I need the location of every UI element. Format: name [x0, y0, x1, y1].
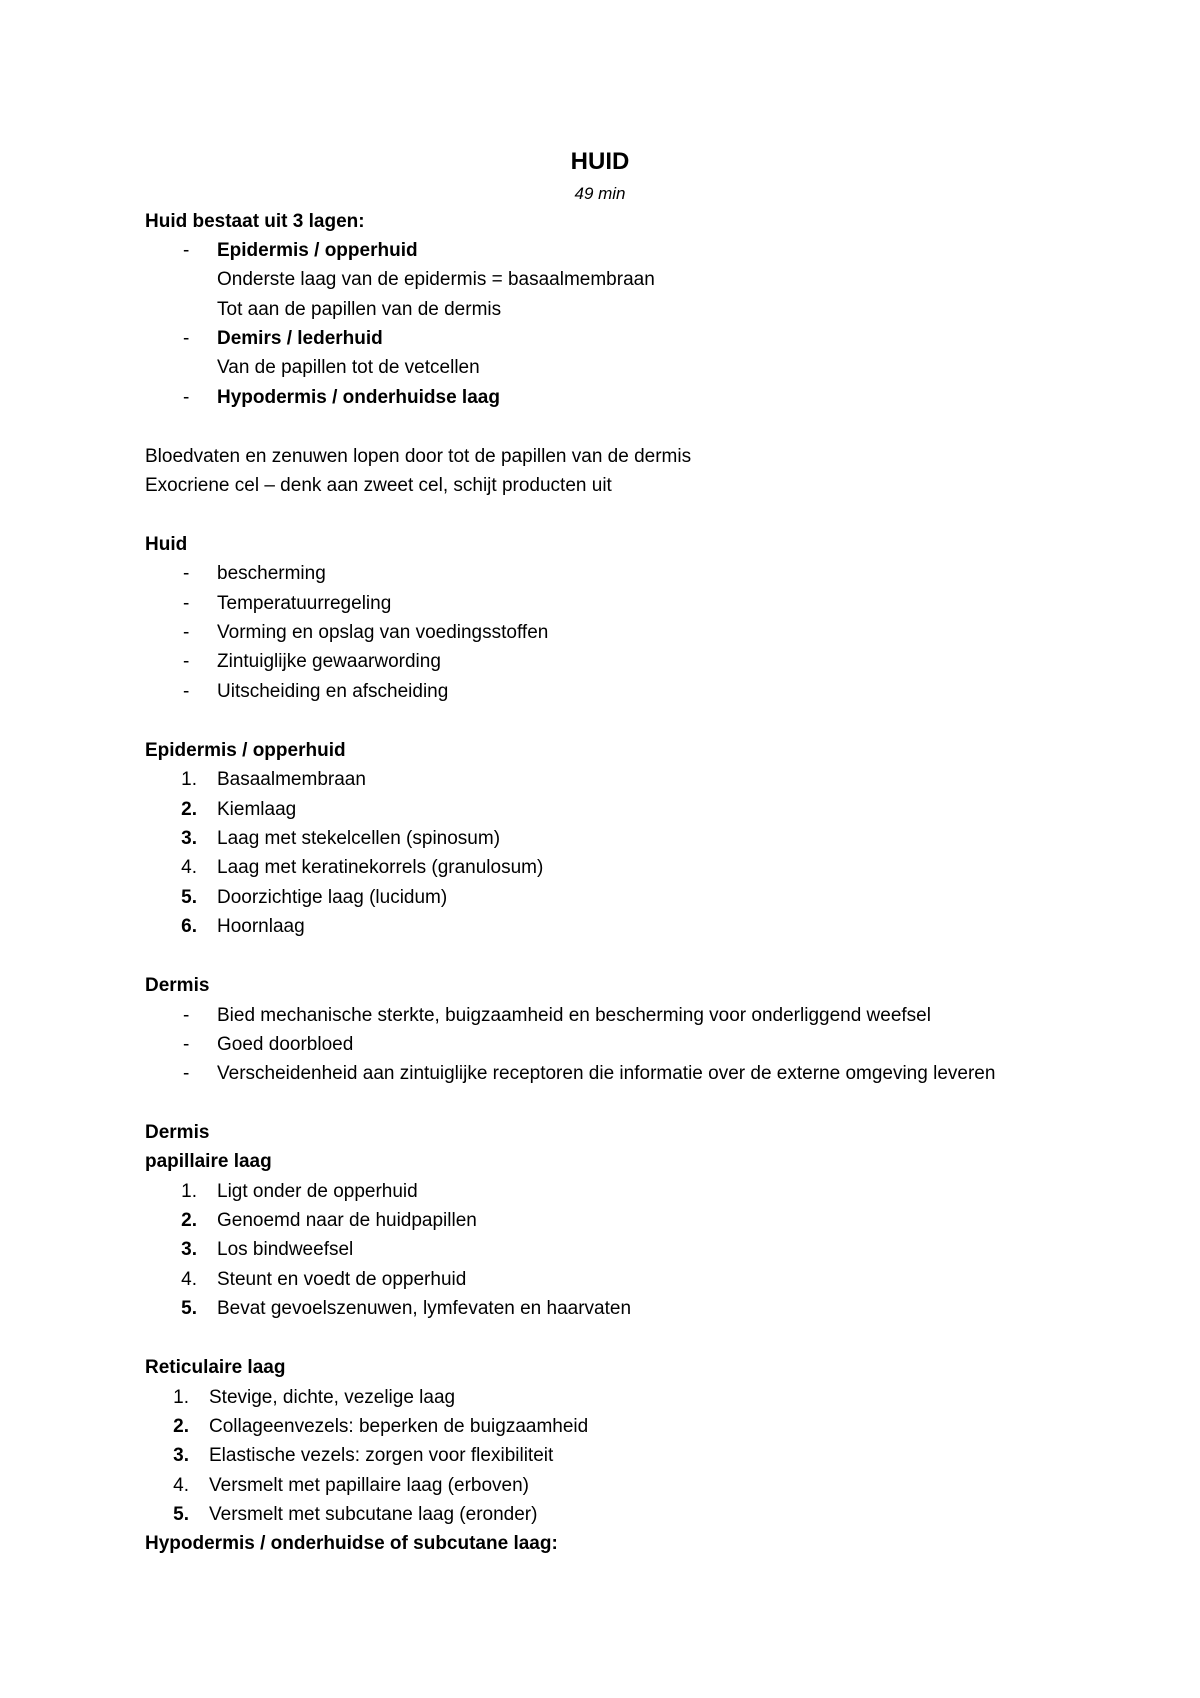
duration-subtitle: 49 min: [574, 184, 626, 203]
page-title: HUID: [570, 148, 630, 175]
document-page: HUID 49 min Huid bestaat uit 3 lagen: - Epidermis / opperhuid Onderste laag van de epidermis = basaalmembraan Tot aan de papillen van de dermis - Demirs / lederhuid Van de papillen tot de vetcellen - Hypodermis / onderhuidse laag Bloedvaten en zenuwen lopen door tot de papillen van de dermis Exocriene cel – denk aan zweet cel, schijt producten uit Huid - bescherming - Temperatuurregeling - Vorming en opslag van voedingsstoffen - Zintuiglijke gewaarwording - Uitscheiding en afscheiding Epidermis / opperhuid 1. Basaalmembraan 2. Kiemlaag 3. Laag met stekelcellen (spinosum) 4. Laag met keratinekorrels (granulosum) 5. Doorzichtige laag (lucidum) 6. Hoornlaag Dermis - Bied mechanische sterkte, buigzaamheid en bescherming voor onderliggend weefsel - Goed doorbloed - Verscheidenheid aan zintuiglijke receptoren die informatie over de externe omgeving leveren Dermis papillaire laag 1. Ligt onder de opperhuid 2. Genoemd naar de huidpapillen 3. Los bindweefsel 4. Steunt en voedt de opperhuid 5. Bevat gevoelszenuwen, lymfevaten en haarvaten Reticulaire laag 1. Stevige, dichte, vezelige laag 2. Collageenvezels: beperken de buigzaamheid 3. Elastische vezels: zorgen voor flexibiliteit 4. Versmelt met papillaire laag (erboven) 5. Versmelt met subcutane laag (eronder) Hypodermis / onderhuidse of subcutane laag:: [0, 0, 1200, 1698]
